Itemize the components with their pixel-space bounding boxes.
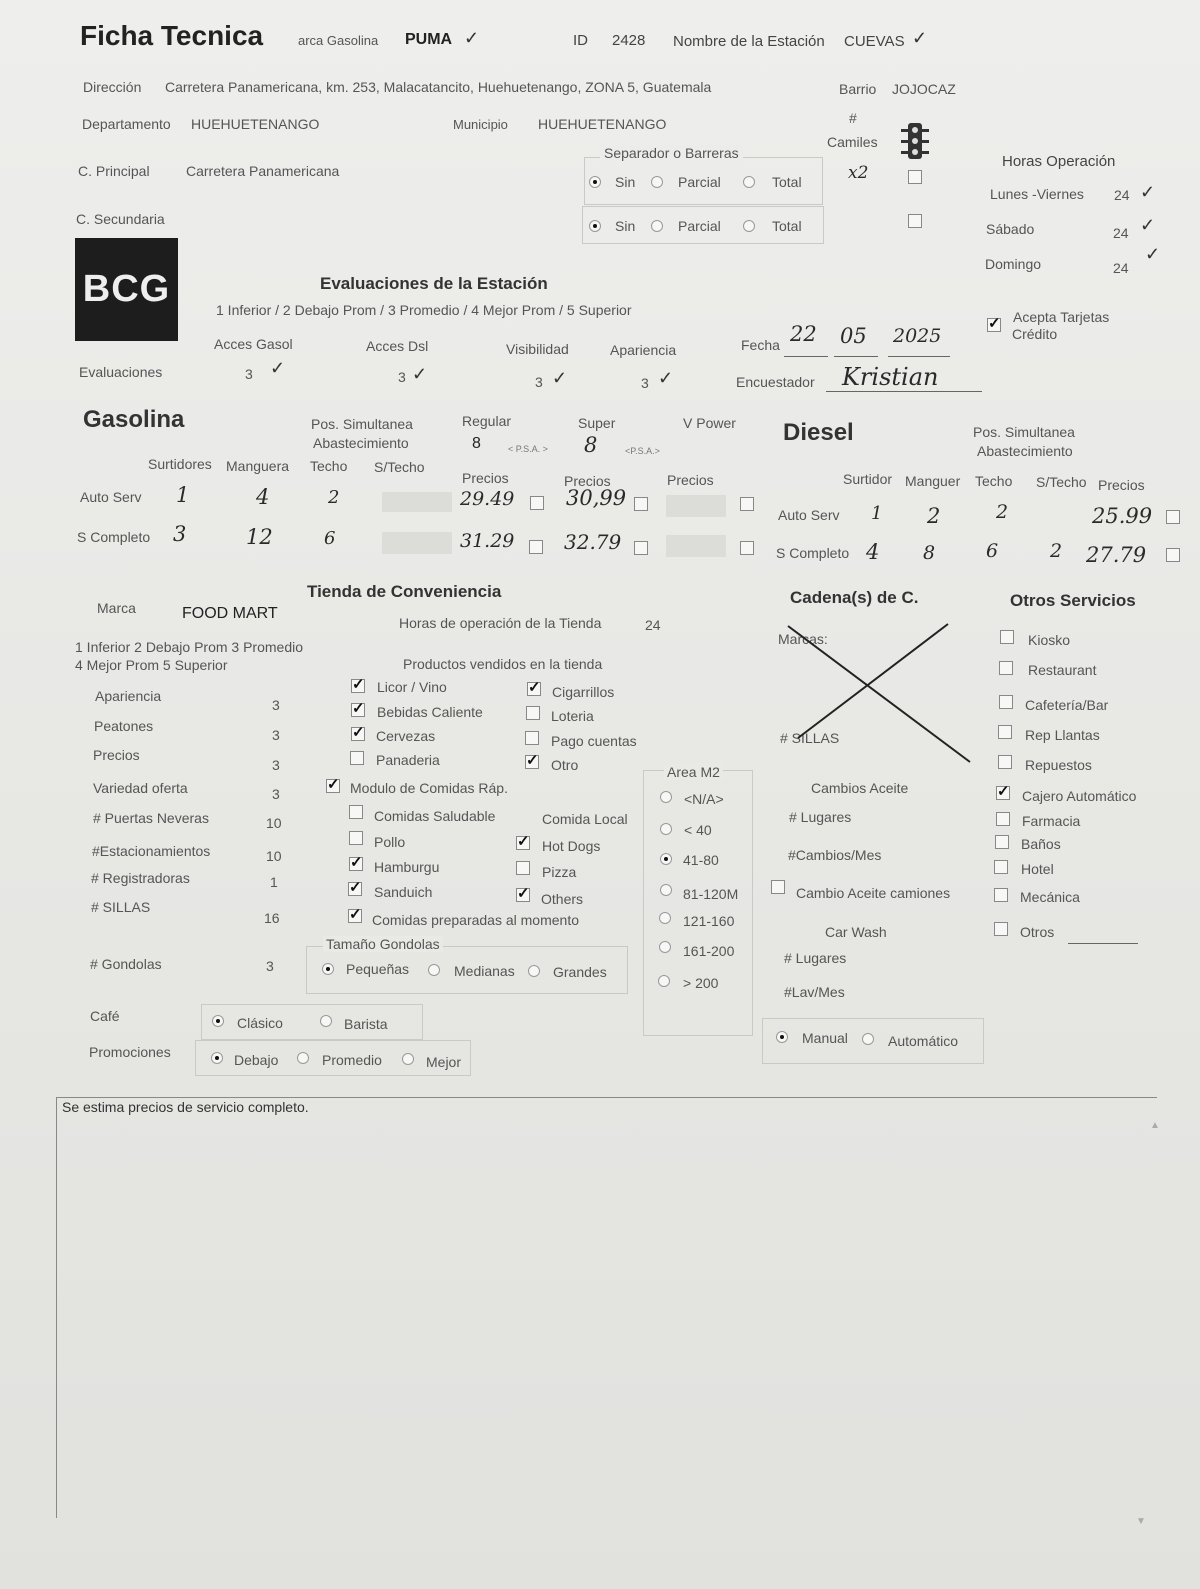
gas-auto-regular-checkbox[interactable]	[530, 496, 544, 510]
gas-sc-manguera[interactable]: 12	[246, 525, 273, 549]
camiles-checkbox-1[interactable]	[908, 170, 922, 184]
regular-psa: < P.S.A. >	[508, 444, 548, 454]
sabado-value[interactable]: 24	[1113, 225, 1129, 241]
regular-label: Regular	[462, 413, 512, 429]
fecha-line	[888, 356, 950, 357]
promo-debajo-label: Debajo	[234, 1052, 279, 1068]
lunes-viernes-label: Lunes -Viernes	[990, 186, 1084, 202]
diesel-auto-techo[interactable]: 2	[996, 501, 1009, 523]
departamento-value[interactable]: HUEHUETENANGO	[191, 116, 320, 132]
diesel-sc-checkbox[interactable]	[1166, 548, 1180, 562]
area-41-80-label: 41-80	[683, 852, 719, 868]
cigarrillos-checkbox[interactable]	[527, 682, 541, 696]
tienda-scale-2: 4 Mejor Prom 5 Superior	[75, 657, 228, 673]
c-secundaria-label: C. Secundaria	[76, 211, 165, 227]
others-label: Others	[541, 891, 584, 907]
gondolas-grandes-radio[interactable]	[528, 965, 540, 977]
vpower-precios-label: Precios	[667, 472, 714, 488]
barrio-value[interactable]: JOJOCAZ	[892, 81, 956, 97]
gas-sc-regular-price[interactable]: 31.29	[460, 530, 515, 552]
direccion-label: Dirección	[83, 79, 142, 95]
evaluaciones-title: Evaluaciones de la Estación	[320, 274, 548, 293]
carwash-lugares-label: # Lugares	[784, 950, 847, 966]
gas-sc-regular-checkbox[interactable]	[529, 540, 543, 554]
gas-auto-surtidores[interactable]: 1	[176, 483, 190, 507]
credito-label: Crédito	[1012, 326, 1058, 342]
encuestador-label: Encuestador	[736, 374, 815, 390]
cafeteria-checkbox[interactable]	[999, 695, 1013, 709]
check-mark-icon: ✓	[912, 28, 928, 48]
carwash-manual-radio[interactable]	[776, 1031, 788, 1043]
rating-gondolas-value[interactable]: 3	[266, 958, 274, 974]
pollo-label: Pollo	[374, 834, 406, 850]
gas-sc-super-checkbox[interactable]	[634, 541, 648, 555]
diesel-sc-label: S Completo	[776, 545, 850, 561]
diesel-sc-techo[interactable]: 6	[986, 540, 999, 562]
gondolas-pequenas-radio[interactable]	[322, 963, 334, 975]
visibilidad-label: Visibilidad	[506, 341, 569, 357]
check-mark-icon: ✓	[270, 358, 286, 378]
diesel-col-manguer: Manguer	[905, 473, 961, 489]
gasolina-title: Gasolina	[83, 406, 185, 433]
domingo-label: Domingo	[985, 256, 1042, 272]
otros-line	[1068, 943, 1138, 944]
encuestador-value[interactable]: Kristian	[842, 363, 939, 391]
hamburgu-label: Hamburgu	[374, 859, 440, 875]
rating-neveras-value[interactable]: 10	[266, 815, 282, 831]
cafe-group	[201, 1004, 423, 1040]
area-161-200-radio[interactable]	[659, 941, 671, 953]
fecha-line	[784, 356, 828, 357]
separador-sin-radio[interactable]	[589, 176, 601, 188]
gasolina-pos-label: Pos. Simultanea	[311, 416, 413, 432]
separador-parcial-label: Parcial	[678, 174, 721, 190]
rating-variedad-label: Variedad oferta	[93, 780, 188, 796]
area-m2-label: Area M2	[664, 764, 723, 780]
apariencia-value[interactable]: 3	[641, 375, 649, 391]
cafe-clasico-label: Clásico	[237, 1015, 283, 1031]
marca-gasolina-label: arca Gasolina	[298, 33, 379, 48]
diesel-col-stecho: S/Techo	[1036, 474, 1087, 490]
otros-servicios-title: Otros Servicios	[1010, 591, 1136, 610]
rating-precios-label: Precios	[93, 747, 140, 763]
hamburgu-checkbox[interactable]	[349, 857, 363, 871]
sanduich-label: Sanduich	[374, 884, 433, 900]
super-pos-value[interactable]: 8	[584, 433, 598, 457]
super-precios-label: Precios	[564, 473, 611, 489]
rating-sillas-value[interactable]: 16	[264, 910, 280, 926]
cafe-barista-label: Barista	[344, 1016, 388, 1032]
camiles-checkbox-2[interactable]	[908, 214, 922, 228]
diesel-auto-label: Auto Serv	[778, 507, 840, 523]
separador-total-label: Total	[772, 174, 802, 190]
cross-out-mark-icon	[778, 618, 978, 768]
others-checkbox[interactable]	[516, 888, 530, 902]
diesel-auto-checkbox[interactable]	[1166, 510, 1180, 524]
fecha-label: Fecha	[741, 337, 780, 353]
fecha-dd[interactable]: 22	[790, 322, 817, 346]
promociones-label: Promociones	[89, 1044, 171, 1060]
gondolas-label: Tamaño Gondolas	[323, 936, 443, 952]
camiles-handwritten: x2	[848, 163, 869, 183]
separador-sin-label: Sin	[615, 174, 636, 190]
tienda-marca-label: Marca	[97, 600, 136, 616]
notes-textarea[interactable]	[56, 1097, 1157, 1518]
modulo-comidas-checkbox[interactable]	[326, 779, 340, 793]
visibilidad-value[interactable]: 3	[535, 374, 543, 390]
gas-auto-super-price[interactable]: 30,99	[566, 486, 627, 510]
acepta-tarjetas-checkbox[interactable]	[987, 318, 1001, 332]
area-81-120-radio[interactable]	[660, 884, 672, 896]
cervezas-label: Cervezas	[376, 728, 436, 744]
cafe-label: Café	[90, 1008, 120, 1024]
rating-apariencia-label: Apariencia	[95, 688, 162, 704]
banos-label: Baños	[1021, 836, 1061, 852]
pago-cuentas-checkbox[interactable]	[525, 731, 539, 745]
gas-auto-stecho-field[interactable]	[382, 492, 452, 512]
pago-cuentas-label: Pago cuentas	[551, 733, 637, 749]
rep-llantas-label: Rep Llantas	[1025, 727, 1100, 743]
hot-dogs-label: Hot Dogs	[542, 838, 601, 854]
diesel-sc-manguer[interactable]: 8	[923, 542, 936, 564]
cadena-marcas-label: Marcas:	[778, 631, 828, 647]
area-na-label: <N/A>	[684, 791, 724, 807]
gas-auto-techo[interactable]: 2	[328, 487, 340, 508]
bebidas-checkbox[interactable]	[351, 703, 365, 717]
gas-sc-stecho-field[interactable]	[382, 532, 452, 554]
cambios-lugares-label: # Lugares	[789, 809, 852, 825]
id-value[interactable]: 2428	[612, 32, 646, 49]
farmacia-checkbox[interactable]	[996, 812, 1010, 826]
separador2-total-label: Total	[772, 218, 802, 234]
sabado-label: Sábado	[986, 221, 1035, 237]
pizza-checkbox[interactable]	[516, 861, 530, 875]
diesel-auto-surtidor[interactable]: 1	[871, 503, 883, 524]
fecha-mm[interactable]: 05	[840, 324, 867, 348]
diesel-pos-label: Pos. Simultanea	[973, 424, 1075, 440]
cadena-title: Cadena(s) de C.	[790, 588, 919, 607]
check-mark-icon: ✓	[552, 368, 568, 388]
cambios-aceite-title: Cambios Aceite	[811, 780, 909, 796]
hotel-label: Hotel	[1021, 861, 1054, 877]
kiosko-label: Kiosko	[1028, 632, 1071, 648]
gas-auto-regular-price[interactable]: 29.49	[460, 488, 515, 510]
check-mark-icon: ✓	[658, 368, 674, 388]
area-40-label: < 40	[684, 822, 712, 838]
form-title: Ficha Tecnica	[80, 20, 264, 51]
modulo-comidas-label: Modulo de Comidas Ráp.	[350, 780, 508, 796]
hot-dogs-checkbox[interactable]	[516, 836, 530, 850]
carwash-lav-label: #Lav/Mes	[784, 984, 845, 1000]
rating-estacionamientos-value[interactable]: 10	[266, 848, 282, 864]
camiles-hash: #	[849, 110, 857, 126]
rating-sillas-label: # SILLAS	[91, 899, 151, 915]
rating-estacionamientos-label: #Estacionamientos	[92, 843, 211, 859]
kiosko-checkbox[interactable]	[1000, 630, 1014, 644]
check-mark-icon: ✓	[412, 364, 428, 384]
gas-auto-vpower-checkbox[interactable]	[740, 497, 754, 511]
area-40-radio[interactable]	[660, 823, 672, 835]
tienda-scale-1: 1 Inferior 2 Debajo Prom 3 Promedio	[75, 639, 303, 655]
gas-sc-vpower-checkbox[interactable]	[740, 541, 754, 555]
area-200-label: > 200	[683, 975, 719, 991]
cadena-sillas-label: # SILLAS	[780, 730, 840, 746]
repuestos-label: Repuestos	[1025, 757, 1092, 773]
area-na-radio[interactable]	[660, 791, 672, 803]
separador2-sin-label: Sin	[615, 218, 636, 234]
gas-col-surtidores: Surtidores	[148, 456, 212, 472]
area-121-160-radio[interactable]	[659, 912, 671, 924]
rating-neveras-label: # Puertas Neveras	[93, 810, 209, 826]
hotel-checkbox[interactable]	[994, 860, 1008, 874]
comidas-prep-checkbox[interactable]	[348, 909, 362, 923]
mecanica-checkbox[interactable]	[994, 888, 1008, 902]
gas-auto-vpower-field[interactable]	[666, 495, 726, 517]
promo-promedio-radio[interactable]	[297, 1052, 309, 1064]
panaderia-label: Panaderia	[376, 752, 440, 768]
area-200-radio[interactable]	[658, 975, 670, 987]
pizza-label: Pizza	[542, 864, 577, 880]
separador-label: Separador o Barreras	[600, 145, 743, 161]
estacion-label: Nombre de la Estación	[673, 33, 825, 50]
acces-dsl-label: Acces Dsl	[366, 338, 429, 354]
scroll-up-icon[interactable]: ▲	[1150, 1120, 1160, 1131]
separador2-parcial-radio[interactable]	[651, 220, 663, 232]
diesel-col-techo: Techo	[975, 473, 1013, 489]
gondolas-medianas-label: Medianas	[454, 963, 515, 979]
carwash-title: Car Wash	[825, 924, 887, 940]
separador-parcial-radio[interactable]	[651, 176, 663, 188]
rating-peatones-label: Peatones	[94, 718, 154, 734]
separador2-sin-radio[interactable]	[589, 220, 601, 232]
rating-precios-value[interactable]: 3	[272, 757, 280, 773]
comida-local-label: Comida Local	[542, 811, 628, 827]
fecha-yyyy[interactable]: 2025	[893, 325, 942, 347]
bcg-logo: BCG	[75, 238, 178, 341]
loteria-checkbox[interactable]	[526, 706, 540, 720]
separador2-total-radio[interactable]	[743, 220, 755, 232]
notes-text: Se estima precios de servicio completo.	[62, 1099, 309, 1115]
estacion-value[interactable]: CUEVAS	[844, 33, 905, 50]
mecanica-label: Mecánica	[1020, 889, 1080, 905]
area-121-160-label: 121-160	[683, 913, 735, 929]
cambio-camiones-checkbox[interactable]	[771, 880, 785, 894]
c-principal-label: C. Principal	[78, 163, 150, 179]
acepta-tarjetas-label: Acepta Tarjetas	[1013, 309, 1110, 325]
panaderia-checkbox[interactable]	[350, 751, 364, 765]
otros-checkbox[interactable]	[994, 922, 1008, 936]
carwash-auto-radio[interactable]	[862, 1033, 874, 1045]
c-principal-value[interactable]: Carretera Panamericana	[186, 163, 340, 179]
domingo-value[interactable]: 24	[1113, 260, 1129, 276]
cafeteria-label: Cafetería/Bar	[1025, 697, 1109, 713]
acces-gasol-label: Acces Gasol	[214, 336, 293, 352]
loteria-label: Loteria	[551, 708, 594, 724]
separador-total-radio[interactable]	[743, 176, 755, 188]
cambios-mes-label: #Cambios/Mes	[788, 847, 882, 863]
fecha-line	[834, 356, 878, 357]
gas-sc-techo[interactable]: 6	[324, 528, 336, 549]
tienda-marca-value[interactable]: FOOD MART	[182, 605, 278, 622]
comidas-saludable-label: Comidas Saludable	[374, 808, 496, 824]
marca-gasolina-value[interactable]: PUMA	[405, 31, 453, 48]
gas-sc-surtidores[interactable]: 3	[173, 522, 187, 546]
area-m2-group	[643, 770, 753, 1036]
tienda-horas-label: Horas de operación de la Tienda	[399, 615, 602, 631]
check-mark-icon: ✓	[464, 28, 480, 48]
acces-dsl-value[interactable]: 3	[398, 369, 406, 385]
gas-sc-label: S Completo	[77, 529, 151, 545]
rating-registradoras-label: # Registradoras	[91, 870, 190, 886]
traffic-light-icon	[898, 121, 932, 161]
super-psa: <P.S.A.>	[625, 446, 660, 456]
diesel-col-surtidor: Surtidor	[843, 471, 893, 487]
promo-mejor-radio[interactable]	[402, 1053, 414, 1065]
licor-label: Licor / Vino	[377, 679, 447, 695]
productos-label: Productos vendidos en la tienda	[403, 656, 603, 672]
scroll-down-icon[interactable]: ▼	[1136, 1516, 1146, 1527]
cambio-camiones-label: Cambio Aceite camiones	[796, 885, 951, 901]
lunes-viernes-value[interactable]: 24	[1114, 187, 1130, 203]
diesel-title: Diesel	[783, 419, 854, 446]
vpower-label: V Power	[683, 415, 736, 431]
gas-auto-serv-label: Auto Serv	[80, 489, 142, 505]
carwash-manual-label: Manual	[802, 1030, 848, 1046]
sanduich-checkbox[interactable]	[348, 882, 362, 896]
diesel-sc-surtidor[interactable]: 4	[866, 540, 880, 564]
banos-checkbox[interactable]	[995, 835, 1009, 849]
cafe-clasico-radio[interactable]	[212, 1015, 224, 1027]
gas-col-techo: Techo	[310, 458, 348, 474]
gas-sc-vpower-field[interactable]	[666, 535, 726, 557]
diesel-auto-precio[interactable]: 25.99	[1092, 504, 1153, 528]
promo-debajo-radio[interactable]	[211, 1052, 223, 1064]
gondolas-pequenas-label: Pequeñas	[346, 961, 410, 977]
municipio-value[interactable]: HUEHUETENANGO	[538, 116, 667, 132]
cafe-barista-radio[interactable]	[320, 1015, 332, 1027]
rating-registradoras-value[interactable]: 1	[270, 874, 278, 890]
evaluaciones-scale: 1 Inferior / 2 Debajo Prom / 3 Promedio / 4 Mejor Prom / 5 Superior	[216, 302, 632, 318]
diesel-abast-label: Abastecimiento	[977, 443, 1073, 459]
regular-pos-value[interactable]: 8	[472, 435, 481, 452]
gas-sc-super-price[interactable]: 32.79	[564, 530, 622, 554]
bebidas-label: Bebidas Caliente	[377, 704, 483, 720]
repuestos-checkbox[interactable]	[998, 755, 1012, 769]
gas-col-manguera: Manguera	[226, 458, 290, 474]
check-mark-icon: ✓	[1140, 215, 1156, 235]
encuestador-line	[826, 391, 982, 392]
gasolina-abast-label: Abastecimiento	[313, 435, 409, 451]
cigarrillos-label: Cigarrillos	[552, 684, 615, 700]
gas-auto-manguera[interactable]: 4	[256, 485, 270, 509]
farmacia-label: Farmacia	[1022, 813, 1081, 829]
gondolas-grandes-label: Grandes	[553, 964, 607, 980]
rating-peatones-value[interactable]: 3	[272, 727, 280, 743]
area-41-80-radio[interactable]	[660, 853, 672, 865]
gas-auto-super-checkbox[interactable]	[634, 497, 648, 511]
cajero-label: Cajero Automático	[1022, 788, 1137, 804]
cajero-checkbox[interactable]	[996, 786, 1010, 800]
separador2-parcial-label: Parcial	[678, 218, 721, 234]
promo-mejor-label: Mejor	[426, 1054, 462, 1070]
licor-checkbox[interactable]	[351, 679, 365, 693]
horas-operacion-title: Horas Operación	[1002, 153, 1116, 170]
area-81-120-label: 81-120M	[683, 886, 739, 902]
promo-promedio-label: Promedio	[322, 1052, 382, 1068]
otro-label: Otro	[551, 757, 579, 773]
pollo-checkbox[interactable]	[349, 831, 363, 845]
rating-variedad-value[interactable]: 3	[272, 786, 280, 802]
diesel-sc-stecho[interactable]: 2	[1050, 540, 1063, 562]
regular-precios-label: Precios	[462, 470, 509, 486]
super-label: Super	[578, 415, 616, 431]
tienda-title: Tienda de Conveniencia	[307, 582, 502, 601]
area-161-200-label: 161-200	[683, 943, 735, 959]
diesel-auto-manguer[interactable]: 2	[927, 504, 941, 528]
gondolas-medianas-radio[interactable]	[428, 964, 440, 976]
acces-gasol-value[interactable]: 3	[245, 366, 253, 382]
rep-llantas-checkbox[interactable]	[998, 725, 1012, 739]
otros-label: Otros	[1020, 924, 1055, 940]
rating-apariencia-value[interactable]: 3	[272, 697, 280, 713]
check-mark-icon: ✓	[1145, 244, 1161, 264]
rating-gondolas-label: # Gondolas	[90, 956, 162, 972]
diesel-col-precios: Precios	[1098, 477, 1145, 493]
barrio-label: Barrio	[839, 81, 877, 97]
apariencia-label: Apariencia	[610, 342, 677, 358]
evaluaciones-row-label: Evaluaciones	[79, 364, 163, 380]
tienda-horas-value[interactable]: 24	[645, 617, 661, 633]
departamento-label: Departamento	[82, 116, 171, 132]
comidas-prep-label: Comidas preparadas al momento	[372, 912, 579, 928]
restaurant-label: Restaurant	[1028, 662, 1097, 678]
municipio-label: Municipio	[453, 117, 508, 132]
camiles-label: Camiles	[827, 134, 878, 150]
check-mark-icon: ✓	[1140, 182, 1156, 202]
cervezas-checkbox[interactable]	[351, 727, 365, 741]
otro-checkbox[interactable]	[525, 755, 539, 769]
restaurant-checkbox[interactable]	[999, 661, 1013, 675]
direccion-value[interactable]: Carretera Panamericana, km. 253, Malacatancito, Huehuetenango, ZONA 5, Guatemala	[165, 79, 712, 95]
id-label: ID	[573, 32, 588, 49]
comidas-saludable-checkbox[interactable]	[349, 805, 363, 819]
diesel-sc-precio[interactable]: 27.79	[1086, 543, 1147, 567]
carwash-auto-label: Automático	[888, 1033, 959, 1049]
gas-col-stecho: S/Techo	[374, 459, 425, 475]
